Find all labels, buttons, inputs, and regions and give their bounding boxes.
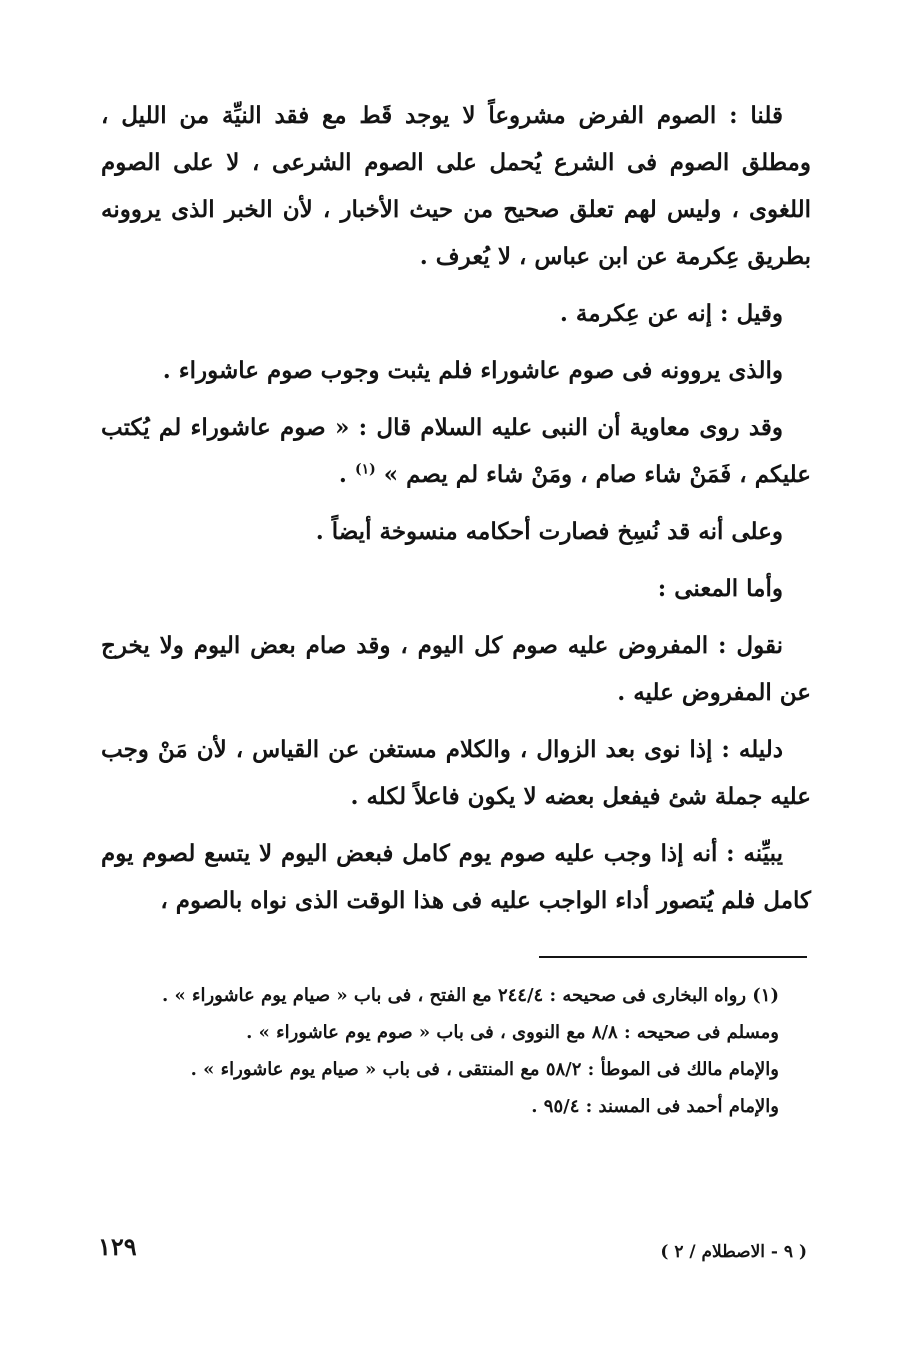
paragraph-qil: وقيل : إنه عن عِكرمة . xyxy=(559,300,783,327)
footnote-muslim: ومسلم فى صحيحه : ٨/٨ مع النووى ، فى باب « صوم يوم عاشوراء » . xyxy=(246,1022,779,1043)
muawiya-hadith-text: وقد روى معاوية أن النبى عليه السلام قال : « صوم عاشوراء لم يُكتب عليكم ، فَمَنْ شاء صام ، ومَنْ شاء لم يصم » xyxy=(101,414,811,488)
paragraph-dalil: دليله : إذا نوى بعد الزوال ، والكلام مستغن عن القياس ، لأن مَنْ وجب عليه جملة شئ فيفعل بعضه لا يكون فاعلاً لكله . xyxy=(101,736,811,810)
footnote-marker[interactable]: (١) xyxy=(354,461,376,478)
page-footer xyxy=(0,1232,911,1272)
marker-suffix: . xyxy=(338,461,355,488)
paragraph-muawiya-hadith xyxy=(101,404,811,498)
page-number: ١٢٩ xyxy=(98,1232,137,1261)
paragraph-yubayyinuh: يبيِّنه : أنه إذا وجب عليه صوم يوم كامل فبعض اليوم لا يتسع لصوم يوم كامل فلم يُتصور أداء الواجب عليه فى هذا الوقت الذى نواه بالصوم ، xyxy=(101,840,811,914)
paragraph-naqul: نقول : المفروض عليه صوم كل اليوم ، وقد صام بعض اليوم ولا يخرج عن المفروض عليه . xyxy=(101,632,811,706)
footnotes-section xyxy=(107,978,807,1126)
paragraph-ashura-wujub: والذى يروونه فى صوم عاشوراء فلم يثبت وجوب صوم عاشوراء . xyxy=(162,357,783,384)
footnote-malik: والإمام مالك فى الموطأ : ٥٨/٢ مع المنتقى ، فى باب « صيام يوم عاشوراء » . xyxy=(190,1059,779,1080)
footnote-separator xyxy=(539,956,807,958)
paragraph-maana-heading: وأما المعنى : xyxy=(657,575,783,602)
main-text-body xyxy=(101,92,811,934)
paragraph-naskh: وعلى أنه قد نُسِخ فصارت أحكامه منسوخة أيضاً . xyxy=(315,518,783,545)
signature-mark: ( ٩ - الاصطلام / ٢ ) xyxy=(660,1242,807,1262)
footnote-ahmad: والإمام أحمد فى المسند : ٩٥/٤ . xyxy=(531,1096,779,1117)
footnote-bukhari: (١) رواه البخارى فى صحيحه : ٢٤٤/٤ مع الفتح ، فى باب « صيام يوم عاشوراء » . xyxy=(161,985,779,1006)
paragraph-qulna: قلنا : الصوم الفرض مشروعاً لا يوجد قَط مع فقد النيِّة من الليل ، ومطلق الصوم فى الشرع يُحمل على الصوم الشرعى ، لا على الصوم اللغوى ، وليس لهم تعلق صحيح من حيث الأخبار ، لأن الخبر الذى يروونه بطريق عِكرمة عن ابن عباس ، لا يُعرف . xyxy=(101,102,811,270)
